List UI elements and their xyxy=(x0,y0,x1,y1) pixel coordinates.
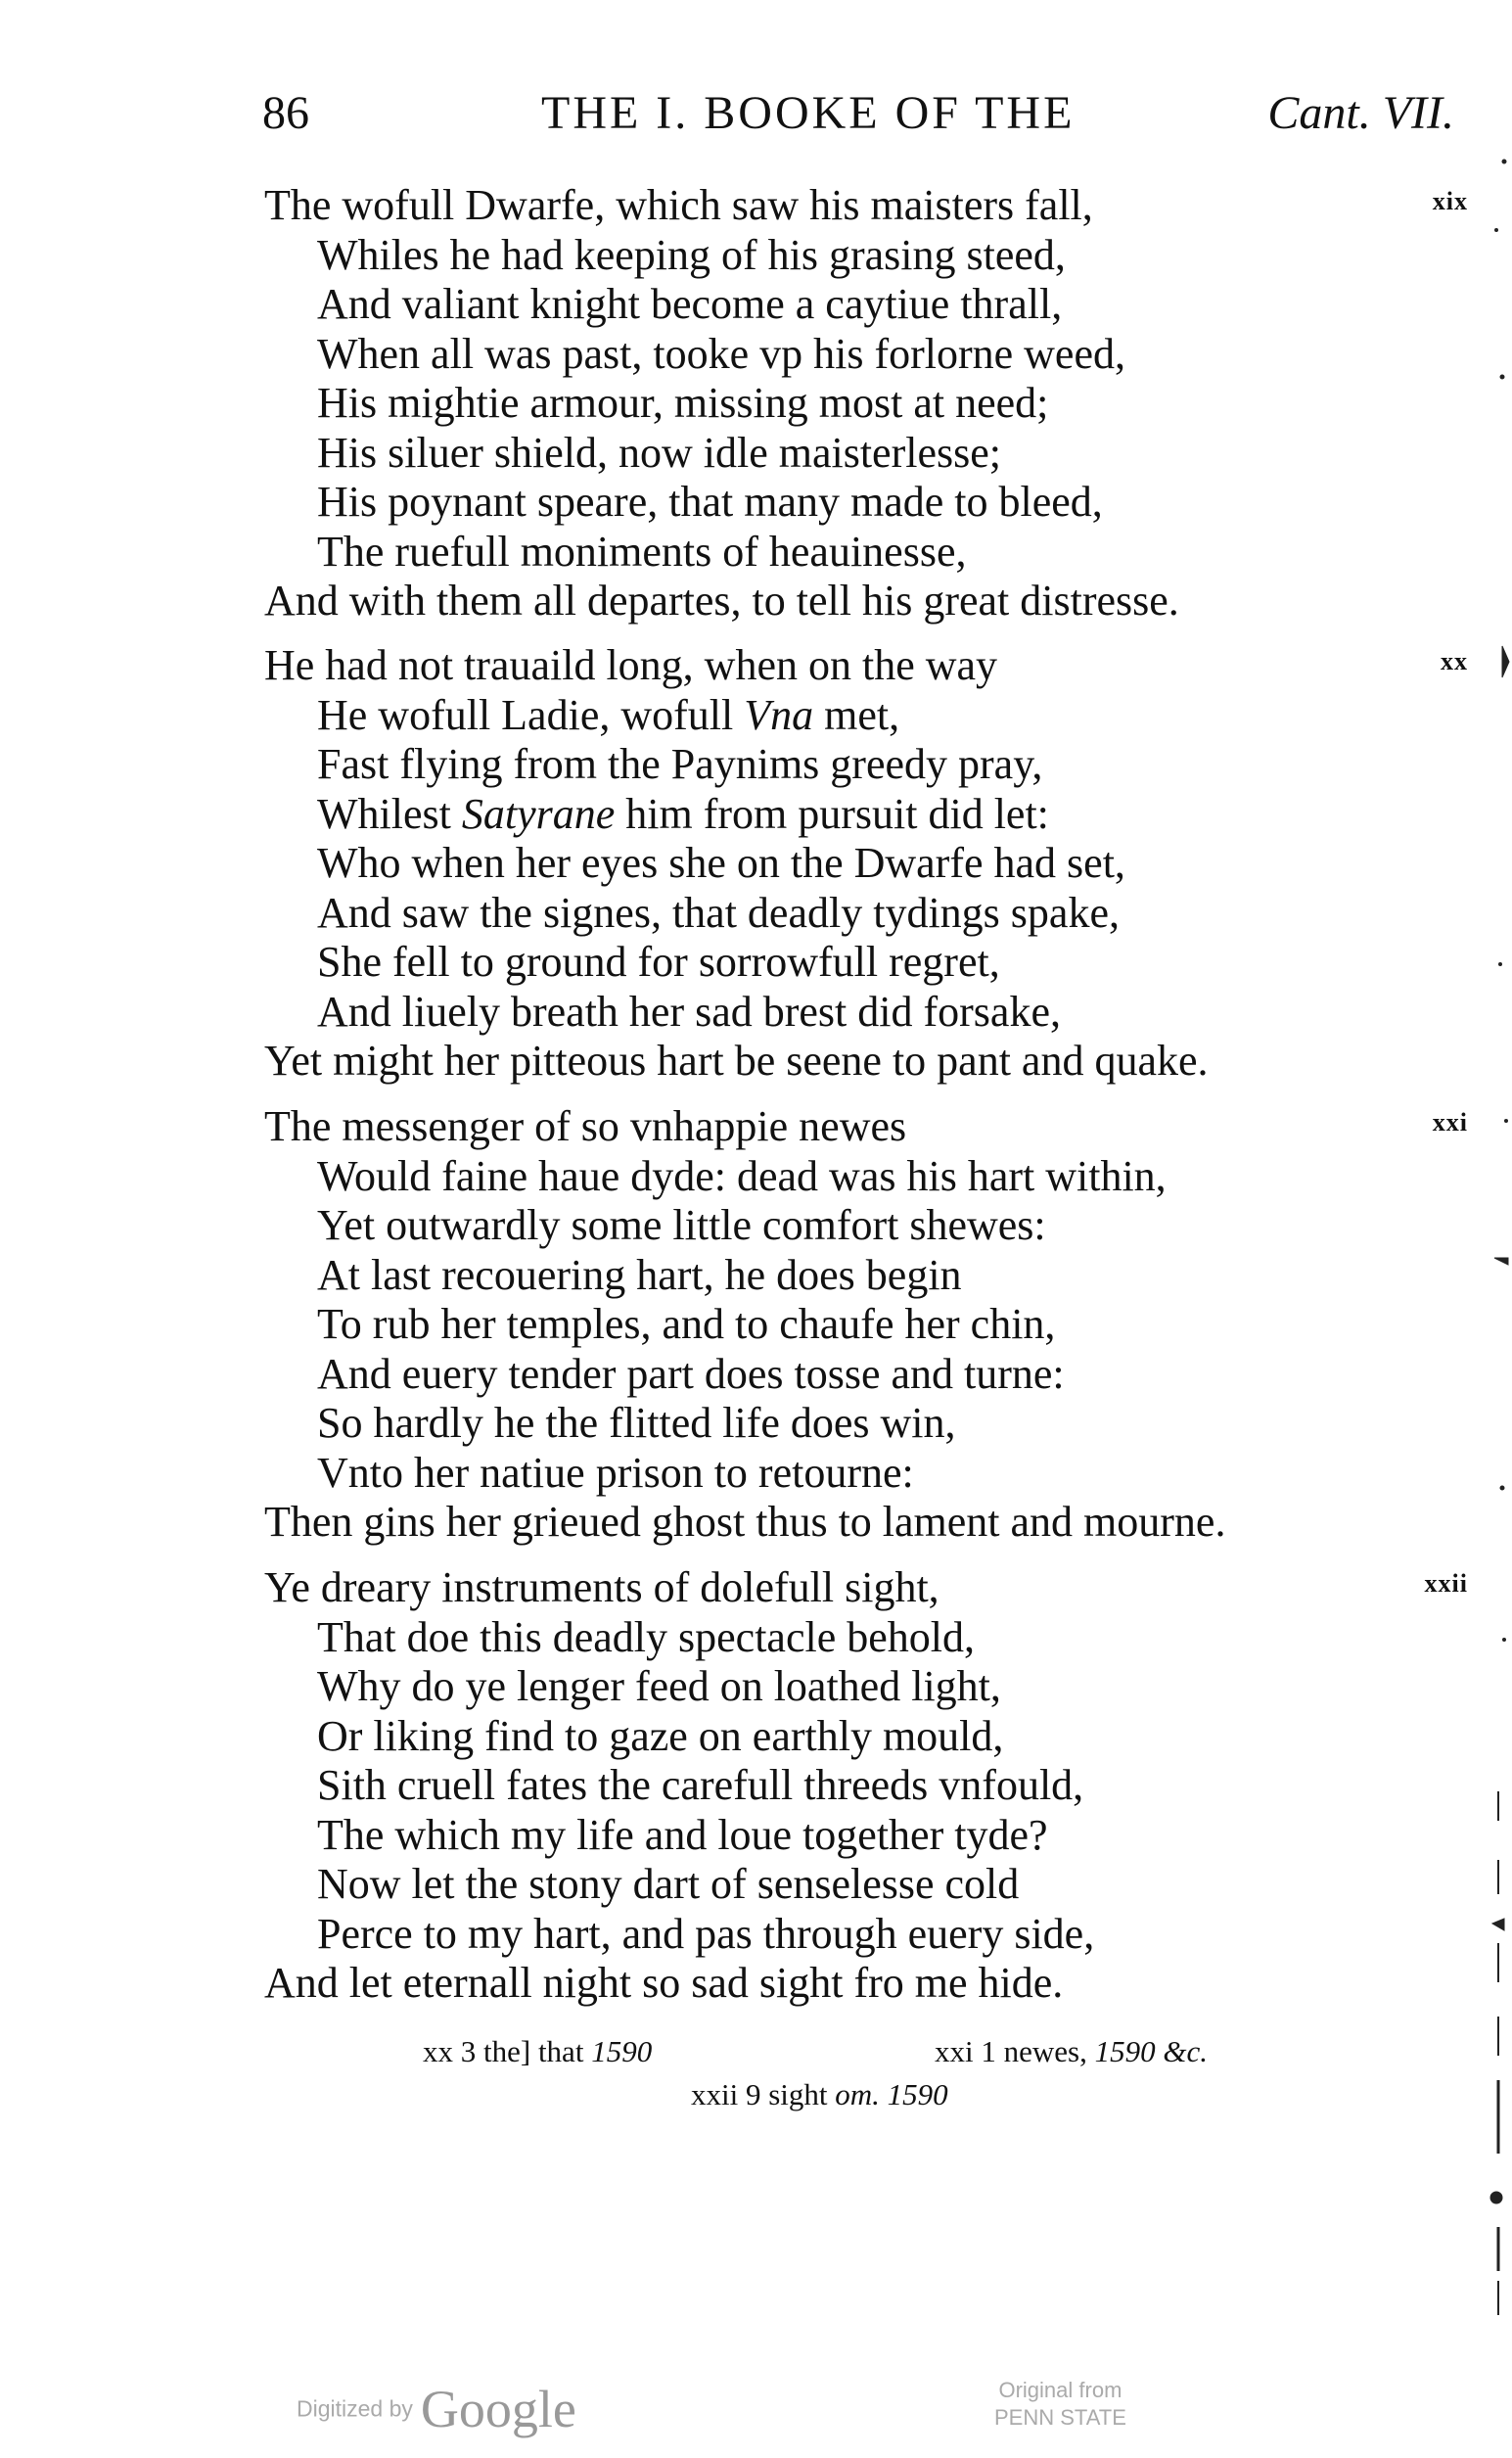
textual-note xyxy=(423,2031,652,2072)
note-text: xx 3 the] that xyxy=(423,2034,592,2068)
verse-line: That doe this deadly spectacle behold, xyxy=(317,1612,975,1661)
verse-line: And euery tender part does tosse and turne: xyxy=(317,1349,1065,1398)
verse-line: Yet might her pitteous hart be seene to pant and quake. xyxy=(264,1037,1209,1085)
verse-text: met, xyxy=(813,690,900,739)
verse-line: Ye dreary instruments of dolefull sight, xyxy=(264,1563,939,1611)
digitized-watermark xyxy=(297,2379,576,2439)
verse-line: And valiant knight become a caytiue thrall, xyxy=(317,280,1063,328)
note-text: xxii 9 sight xyxy=(691,2077,836,2111)
stanza-number: xix xyxy=(1432,187,1468,215)
stanza-number: xxii xyxy=(1424,1569,1468,1598)
textual-note xyxy=(691,2074,948,2115)
verse-line: The ruefull moniments of heauinesse, xyxy=(317,527,967,576)
stanza-xxii xyxy=(264,1563,1468,2009)
verse-line: The which my life and loue together tyde? xyxy=(317,1810,1048,1859)
verse-line: And with them all departes, to tell his great distresse. xyxy=(264,577,1179,625)
verse-line: He had not trauaild long, when on the way xyxy=(264,641,998,689)
note-year: 1590 xyxy=(887,2077,948,2111)
verse-line: When all was past, tooke vp his forlorne weed, xyxy=(317,329,1125,378)
verse-line: She fell to ground for sorrowfull regret, xyxy=(317,938,1000,986)
verse-line: Sith cruell fates the carefull threeds vnfould, xyxy=(317,1761,1084,1809)
note-year: 1590 xyxy=(591,2034,653,2068)
verse-line: So hardly he the flitted life does win, xyxy=(317,1399,956,1447)
verse-line: His mightie armour, missing most at need; xyxy=(317,379,1049,427)
verse-line: Yet outwardly some little comfort shewes: xyxy=(317,1201,1046,1249)
canto-label: Cant. VII. xyxy=(1267,87,1454,139)
running-head-title: THE I. BOOKE OF THE xyxy=(541,87,1076,139)
scan-edge-marks xyxy=(1483,0,1512,2458)
verse-line: Or liking find to gaze on earthly mould, xyxy=(317,1711,1004,1760)
verse-line: Who when her eyes she on the Dwarfe had set, xyxy=(317,839,1125,887)
stanza-number: xxi xyxy=(1432,1108,1468,1136)
verse-text: Whilest xyxy=(317,789,462,838)
source-watermark xyxy=(994,2377,1126,2432)
note-omission: om. xyxy=(835,2077,880,2111)
verse-line: Why do ye lenger feed on loathed light, xyxy=(317,1662,1001,1710)
stanza-xix xyxy=(264,181,1468,626)
verse-text: him from pursuit did let: xyxy=(615,789,1049,838)
verse-line: Vnto her natiue prison to retourne: xyxy=(317,1448,914,1497)
stanza-number: xx xyxy=(1441,647,1468,675)
verse-line: And saw the signes, that deadly tydings spake, xyxy=(317,888,1120,937)
verse-line: And let eternall night so sad sight fro me hide. xyxy=(264,1959,1064,2007)
google-logo: Google xyxy=(420,2380,576,2438)
verse-line: And liuely breath her sad brest did forsake, xyxy=(317,987,1061,1036)
original-from-label: Original from xyxy=(998,2378,1123,2402)
verse-line: Whiles he had keeping of his grasing steed, xyxy=(317,230,1066,279)
verse-line: Then gins her grieued ghost thus to lament and mourne. xyxy=(264,1498,1226,1546)
textual-note xyxy=(935,2031,1208,2072)
verse-text: He wofull Ladie, wofull xyxy=(317,690,745,739)
note-text: xxi 1 newes, xyxy=(935,2034,1095,2068)
running-header xyxy=(262,86,1454,145)
stanza-xx xyxy=(264,641,1468,1087)
verse-line: His siluer shield, now idle maisterlesse; xyxy=(317,428,1001,477)
verse-line: At last recouering hart, he does begin xyxy=(317,1250,962,1299)
italic-name: Satyrane xyxy=(461,789,616,838)
italic-name: Vna xyxy=(744,690,814,739)
verse-line: The messenger of so vnhappie newes xyxy=(264,1102,907,1150)
verse-line: To rub her temples, and to chaufe her chin, xyxy=(317,1300,1056,1348)
digitized-label: Digitized by xyxy=(297,2395,413,2422)
verse-line: Would faine haue dyde: dead was his hart within, xyxy=(317,1151,1167,1200)
institution-label: PENN STATE xyxy=(994,2405,1126,2430)
verse-line: Fast flying from the Paynims greedy pray, xyxy=(317,740,1043,788)
note-year: 1590 &c. xyxy=(1094,2034,1208,2068)
verse-line xyxy=(264,790,1468,840)
verse-line: Now let the stony dart of senselesse cold xyxy=(317,1860,1020,1908)
verse-line: The wofull Dwarfe, which saw his maisters fall, xyxy=(264,181,1093,229)
stanza-xxi xyxy=(264,1102,1468,1548)
page-number: 86 xyxy=(262,87,309,139)
verse-line xyxy=(264,691,1468,741)
verse-line: Perce to my hart, and pas through euery side, xyxy=(317,1909,1095,1958)
verse-line: His poynant speare, that many made to bleed, xyxy=(317,478,1103,526)
